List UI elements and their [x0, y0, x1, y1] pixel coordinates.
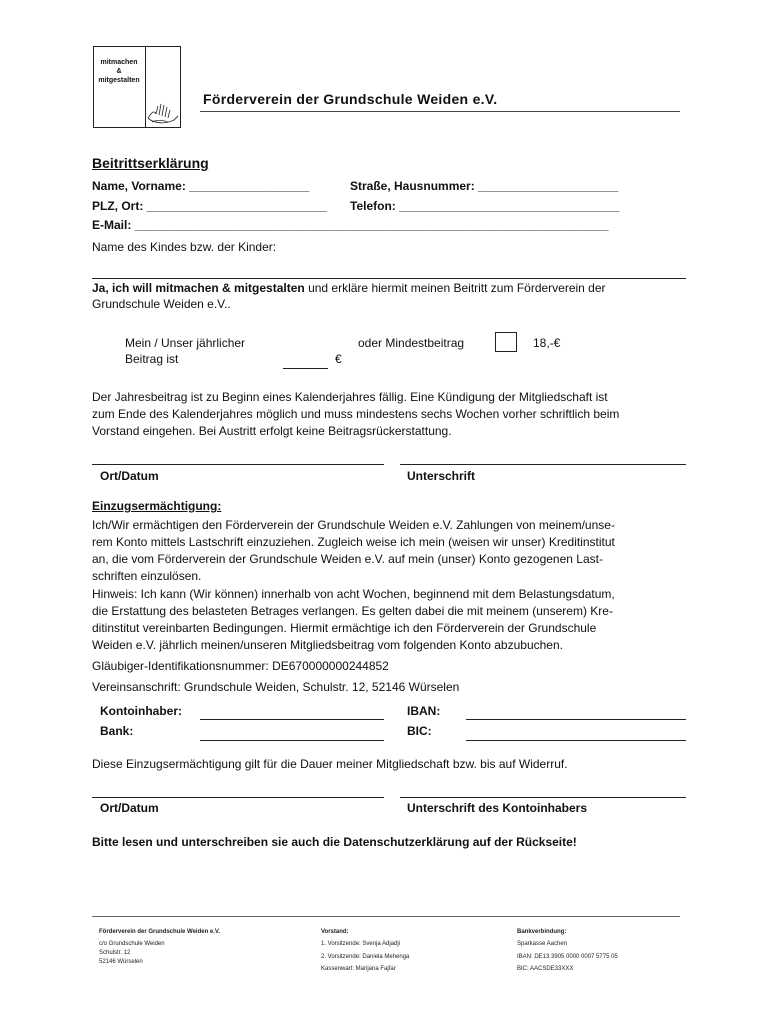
- min-contribution-checkbox[interactable]: [495, 332, 517, 352]
- email-field[interactable]: E-Mail: _______________________________________________________________________: [92, 218, 609, 232]
- street-field[interactable]: Straße, Hausnummer: _____________________: [350, 179, 619, 193]
- header-divider: [200, 111, 680, 112]
- mandate-heading: Einzugsermächtigung:: [92, 499, 222, 513]
- footer-addr-3: 52146 Würselen: [99, 959, 143, 965]
- footer-bank-3: BIC: AACSDE33XXX: [517, 966, 574, 972]
- mandate-p1-line4: schriften einzulösen.: [92, 569, 202, 583]
- org-title: Förderverein der Grundschule Weiden e.V.: [203, 91, 498, 107]
- footer-board-3: Kassenwart: Marijana Fajfar: [321, 966, 396, 972]
- name-field[interactable]: Name, Vorname: __________________: [92, 179, 310, 193]
- phone-field[interactable]: Telefon: _________________________________: [350, 199, 620, 213]
- footer-bank-1: Sparkasse Aachen: [517, 941, 568, 947]
- info-line3: Vorstand eingehen. Bei Austritt erfolgt keine Beitragsrückerstattung.: [92, 424, 452, 438]
- account-holder-label: Kontoinhaber:: [100, 704, 182, 718]
- contribution-amount-input[interactable]: [283, 368, 328, 369]
- bank-label: Bank:: [100, 724, 134, 738]
- children-label: Name des Kindes bzw. der Kinder:: [92, 240, 277, 254]
- logo-line1: mitmachen: [100, 59, 138, 66]
- bank-input[interactable]: [200, 740, 384, 741]
- mandate-p1-line1: Ich/Wir ermächtigen den Förderverein der Grundschule Weiden e.V. Zahlungen von meinem/unse-: [92, 518, 615, 532]
- privacy-note: Bitte lesen und unterschreiben sie auch die Datenschutzerklärung auf der Rückseite!: [92, 835, 577, 849]
- place-date-line[interactable]: [92, 464, 384, 465]
- mandate-p2-line3: ditinstitut vereinbarten Bedingungen. Hiermit ermächtige ich den Förderverein der Grundschule: [92, 621, 597, 635]
- logo-line3: mitgestalten: [98, 77, 140, 84]
- place-date-label-2: Ort/Datum: [100, 801, 159, 815]
- place-date-line-2[interactable]: [92, 797, 384, 798]
- form-heading: Beitrittserklärung: [92, 155, 209, 171]
- contribution-label-2: Beitrag ist: [125, 352, 179, 366]
- iban-input[interactable]: [466, 719, 686, 720]
- mandate-p2-line1: Hinweis: Ich kann (Wir können) innerhalb von acht Wochen, beginnend mit dem Belastungsdatum,: [92, 587, 615, 601]
- plz-field[interactable]: PLZ, Ort: ___________________________: [92, 199, 327, 213]
- footer-divider: [92, 916, 680, 917]
- info-line1: Der Jahresbeitrag ist zu Beginn eines Kalenderjahres fällig. Eine Kündigung der Mitgliedschaft ist: [92, 390, 608, 404]
- mandate-p2-line4: Weiden e.V. jährlich meinen/unseren Mitgliedsbeitrag vom folgenden Konto abzubuchen.: [92, 638, 563, 652]
- account-holder-signature-line[interactable]: [400, 797, 686, 798]
- euro-sign: €: [335, 352, 342, 366]
- footer-board-1: 1. Vorsitzende: Svenja Adjadji: [321, 941, 401, 947]
- footer-board-title: Vorstand:: [321, 929, 349, 935]
- bic-label: BIC:: [407, 724, 432, 738]
- mandate-p1-line3: an, die vom Förderverein der Grundschule Weiden e.V. auf mein (unser) Konto gezogenen Last-: [92, 552, 603, 566]
- footer-board-2: 2. Vorsitzende: Daniela Mehenga: [321, 954, 410, 960]
- logo-line2: &: [116, 68, 122, 75]
- info-line2: zum Ende des Kalenderjahres möglich und muss mindestens sechs Wochen vorher schriftlich beim: [92, 407, 620, 421]
- footer-org: Förderverein der Grundschule Weiden e.V.: [99, 929, 221, 935]
- creditor-id: Gläubiger-Identifikationsnummer: DE670000000244852: [92, 659, 389, 673]
- mandate-p1-line2: rem Konto mittels Lastschrift einzuziehen. Zugleich weise ich mein (weisen wir unser) Kreditinstitut: [92, 535, 615, 549]
- logo-text: [95, 58, 143, 85]
- account-holder-input[interactable]: [200, 719, 384, 720]
- footer-addr-2: Schulstr. 12: [99, 950, 131, 956]
- membership-line1: [92, 281, 606, 296]
- iban-label: IBAN:: [407, 704, 441, 718]
- footer-bank-title: Bankverbindung:: [517, 929, 567, 935]
- bic-input[interactable]: [466, 740, 686, 741]
- signature-label: Unterschrift: [407, 469, 476, 483]
- footer-bank-2: IBAN: DE13 3905 0000 0007 5775 05: [517, 954, 618, 960]
- hands-icon: [146, 98, 180, 126]
- signature-line[interactable]: [400, 464, 686, 465]
- mandate-validity: Diese Einzugsermächtigung gilt für die Dauer meiner Mitgliedschaft bzw. bis auf Widerruf.: [92, 757, 568, 771]
- account-holder-signature-label: Unterschrift des Kontoinhabers: [407, 801, 588, 815]
- club-address: Vereinsanschrift: Grundschule Weiden, Schulstr. 12, 52146 Würselen: [92, 680, 460, 694]
- place-date-label: Ort/Datum: [100, 469, 159, 483]
- min-contribution-label: oder Mindestbeitrag: [358, 336, 465, 350]
- membership-bold: Ja, ich will mitmachen & mitgestalten: [92, 281, 305, 295]
- children-input-line[interactable]: [92, 278, 686, 279]
- mandate-p2-line2: die Erstattung des belasteten Betrages verlangen. Es gelten dabei die mit meinem (unserem) Kre-: [92, 604, 613, 618]
- contribution-label-1: Mein / Unser jährlicher: [125, 336, 246, 350]
- membership-rest: und erkläre hiermit meinen Beitritt zum Förderverein der: [304, 281, 606, 295]
- min-contribution-amount: 18,-€: [533, 336, 561, 350]
- membership-line2: Grundschule Weiden e.V..: [92, 297, 231, 311]
- footer-addr-1: c/o Grundschule Weiden: [99, 941, 165, 947]
